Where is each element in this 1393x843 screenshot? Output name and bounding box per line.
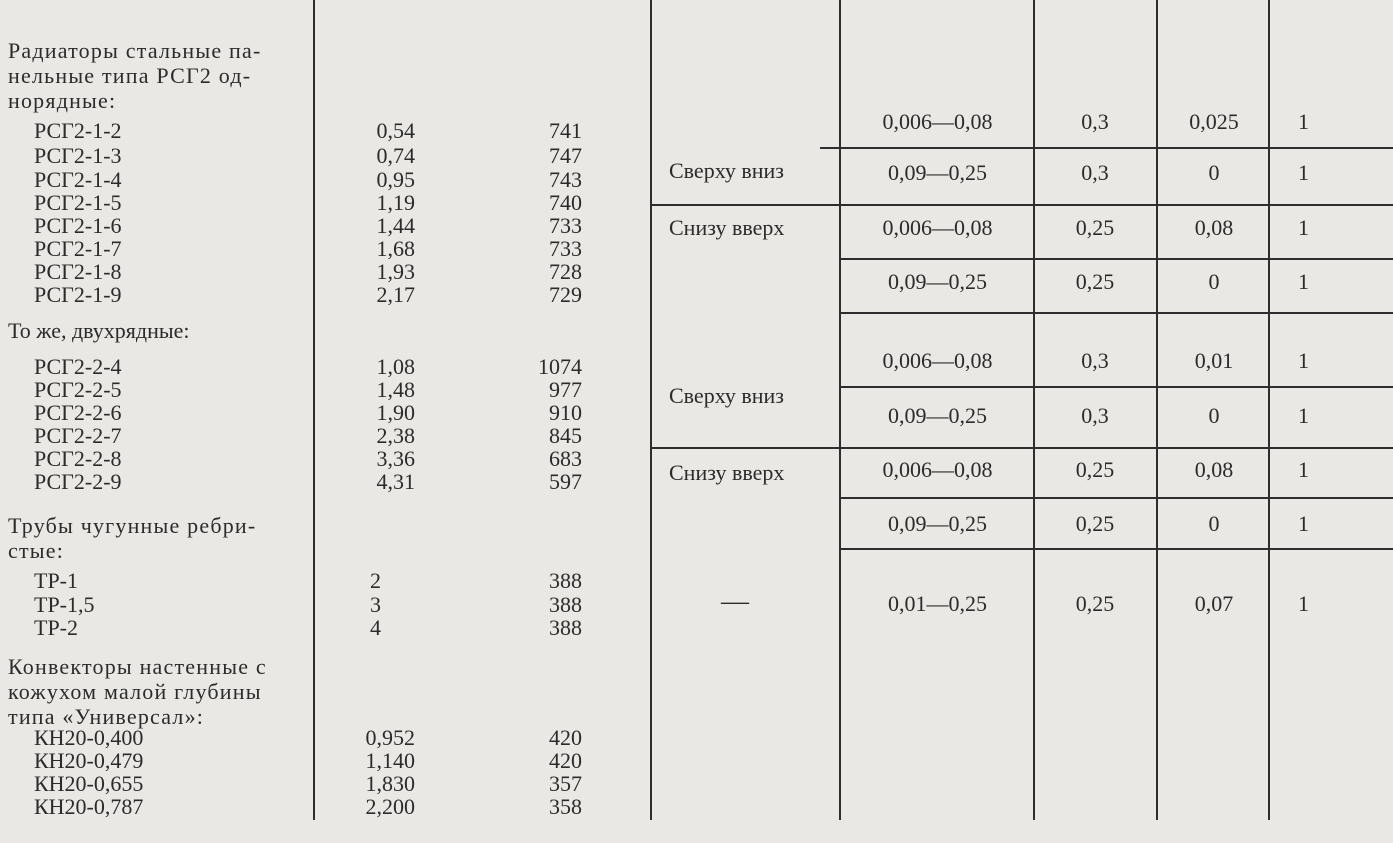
value-a: 1,44 <box>376 213 415 238</box>
group-heading: норядные: <box>8 88 117 113</box>
range-value: 0,006—0,08 <box>882 348 993 373</box>
device-name: РСГ2-1-7 <box>34 236 122 261</box>
value-a: 1,48 <box>376 377 415 402</box>
value-a: 1,93 <box>376 259 415 284</box>
device-name: РСГ2-1-2 <box>34 118 122 143</box>
coef-value: 0,25 <box>1075 215 1115 240</box>
coef-value: 0,3 <box>1081 109 1109 134</box>
value-a: 1,140 <box>365 748 415 773</box>
coef-value: 0,07 <box>1194 591 1234 616</box>
value-b: 743 <box>549 167 582 192</box>
device-name: РСГ2-2-6 <box>34 400 122 425</box>
row-divider <box>840 497 1393 499</box>
column-divider <box>1268 0 1270 820</box>
column-divider <box>1033 0 1035 820</box>
device-name: РСГ2-2-8 <box>34 446 122 471</box>
value-a: 3,36 <box>376 446 415 471</box>
value-a: 0,952 <box>365 725 415 750</box>
range-value: 0,01—0,25 <box>888 591 987 616</box>
coef-value: 1 <box>1298 591 1309 616</box>
flow-direction: Снизу вверх <box>669 215 785 240</box>
value-b: 910 <box>549 400 582 425</box>
device-name: РСГ2-2-4 <box>34 354 122 379</box>
coef-value: 0 <box>1208 160 1220 185</box>
value-b: 729 <box>549 282 582 307</box>
coef-value: 0 <box>1208 269 1220 294</box>
row-divider <box>650 204 1393 206</box>
row-divider <box>840 386 1393 388</box>
coef-value: 0,25 <box>1075 511 1115 536</box>
value-a: 2,200 <box>365 794 415 819</box>
group-heading: То же, двухрядные: <box>8 318 190 343</box>
device-name: РСГ2-1-9 <box>34 282 122 307</box>
coef-value: 1 <box>1298 109 1309 134</box>
device-name: КН20-0,655 <box>34 771 144 796</box>
row-divider <box>840 548 1393 550</box>
group-heading: стые: <box>8 538 65 563</box>
value-b: 420 <box>549 748 582 773</box>
group-heading: кожухом малой глубины <box>8 679 262 704</box>
coef-value: 0,025 <box>1189 109 1239 134</box>
value-b: 358 <box>549 794 582 819</box>
coef-value: 0,3 <box>1081 160 1109 185</box>
range-value: 0,006—0,08 <box>882 215 993 240</box>
group-heading: Радиаторы стальные па- <box>8 38 262 63</box>
value-b: 420 <box>549 725 582 750</box>
range-value: 0,09—0,25 <box>888 160 987 185</box>
range-value: 0,006—0,08 <box>882 457 993 482</box>
column-divider <box>313 0 315 820</box>
value-b: 597 <box>549 469 582 494</box>
value-b: 741 <box>549 118 582 143</box>
value-a: 2 <box>370 568 381 593</box>
row-divider <box>820 147 1393 149</box>
group-heading: нельные типа РСГ2 од- <box>8 63 252 88</box>
device-name: КН20-0,400 <box>34 725 144 750</box>
column-divider <box>1156 0 1158 820</box>
value-b: 388 <box>549 592 582 617</box>
value-a: 1,90 <box>376 400 415 425</box>
device-name: РСГ2-1-3 <box>34 143 122 168</box>
device-name: ТР-1,5 <box>34 592 95 617</box>
value-b: 845 <box>549 423 582 448</box>
coef-value: 0,25 <box>1075 591 1115 616</box>
coef-value: 1 <box>1298 215 1309 240</box>
coef-value: 0,3 <box>1081 403 1109 428</box>
group-heading: Конвекторы настенные с <box>8 654 267 679</box>
value-a: 4 <box>370 615 381 640</box>
value-a: 2,17 <box>376 282 415 307</box>
range-value: 0,09—0,25 <box>888 269 987 294</box>
value-b: 740 <box>549 190 582 215</box>
device-name: РСГ2-1-4 <box>34 167 122 192</box>
coef-value: 0 <box>1208 511 1220 536</box>
value-a: 2,38 <box>376 423 415 448</box>
coef-value: 0 <box>1208 403 1220 428</box>
group-heading: типа «Универсал»: <box>8 704 205 729</box>
range-value: 0,09—0,25 <box>888 511 987 536</box>
coef-value: 1 <box>1298 269 1309 294</box>
value-b: 977 <box>549 377 582 402</box>
device-name: ТР-2 <box>34 615 78 640</box>
device-name: РСГ2-1-8 <box>34 259 122 284</box>
row-divider <box>840 312 1393 314</box>
coef-value: 1 <box>1298 403 1309 428</box>
value-a: 4,31 <box>376 469 415 494</box>
value-a: 1,830 <box>365 771 415 796</box>
coef-value: 0,08 <box>1194 215 1234 240</box>
coef-value: 1 <box>1298 348 1309 373</box>
flow-direction: Снизу вверх <box>669 460 785 485</box>
column-divider <box>839 0 841 820</box>
range-value: 0,09—0,25 <box>888 403 987 428</box>
device-name: РСГ2-1-5 <box>34 190 122 215</box>
value-a: 1,08 <box>376 354 415 379</box>
coef-value: 0,25 <box>1075 457 1115 482</box>
value-b: 1074 <box>538 354 582 379</box>
value-b: 388 <box>549 615 582 640</box>
row-divider <box>840 258 1393 260</box>
device-name: РСГ2-2-9 <box>34 469 122 494</box>
value-b: 388 <box>549 568 582 593</box>
group-heading: Трубы чугунные ребри- <box>8 513 257 538</box>
value-a: 3 <box>370 592 381 617</box>
coef-value: 1 <box>1298 160 1309 185</box>
coef-value: 0,25 <box>1075 269 1115 294</box>
device-name: КН20-0,787 <box>34 794 144 819</box>
value-a: 1,19 <box>376 190 415 215</box>
device-name: ТР-1 <box>34 568 78 593</box>
device-name: КН20-0,479 <box>34 748 144 773</box>
row-divider <box>650 447 1393 449</box>
value-b: 733 <box>549 236 582 261</box>
flow-direction: Сверху вниз <box>669 158 784 183</box>
coef-value: 0,08 <box>1194 457 1234 482</box>
value-b: 357 <box>549 771 582 796</box>
value-b: 747 <box>549 143 582 168</box>
value-b: 683 <box>549 446 582 471</box>
value-a: 0,54 <box>376 118 415 143</box>
coef-value: 0,3 <box>1081 348 1109 373</box>
flow-direction: — <box>721 586 749 617</box>
device-name: РСГ2-2-5 <box>34 377 122 402</box>
value-b: 733 <box>549 213 582 238</box>
column-divider <box>650 0 652 820</box>
coef-value: 0,01 <box>1194 348 1234 373</box>
range-value: 0,006—0,08 <box>882 109 993 134</box>
value-b: 728 <box>549 259 582 284</box>
value-a: 1,68 <box>376 236 415 261</box>
device-name: РСГ2-1-6 <box>34 213 122 238</box>
value-a: 0,74 <box>376 143 415 168</box>
coef-value: 1 <box>1298 511 1309 536</box>
value-a: 0,95 <box>376 167 415 192</box>
coef-value: 1 <box>1298 457 1309 482</box>
flow-direction: Сверху вниз <box>669 383 784 408</box>
device-name: РСГ2-2-7 <box>34 423 122 448</box>
